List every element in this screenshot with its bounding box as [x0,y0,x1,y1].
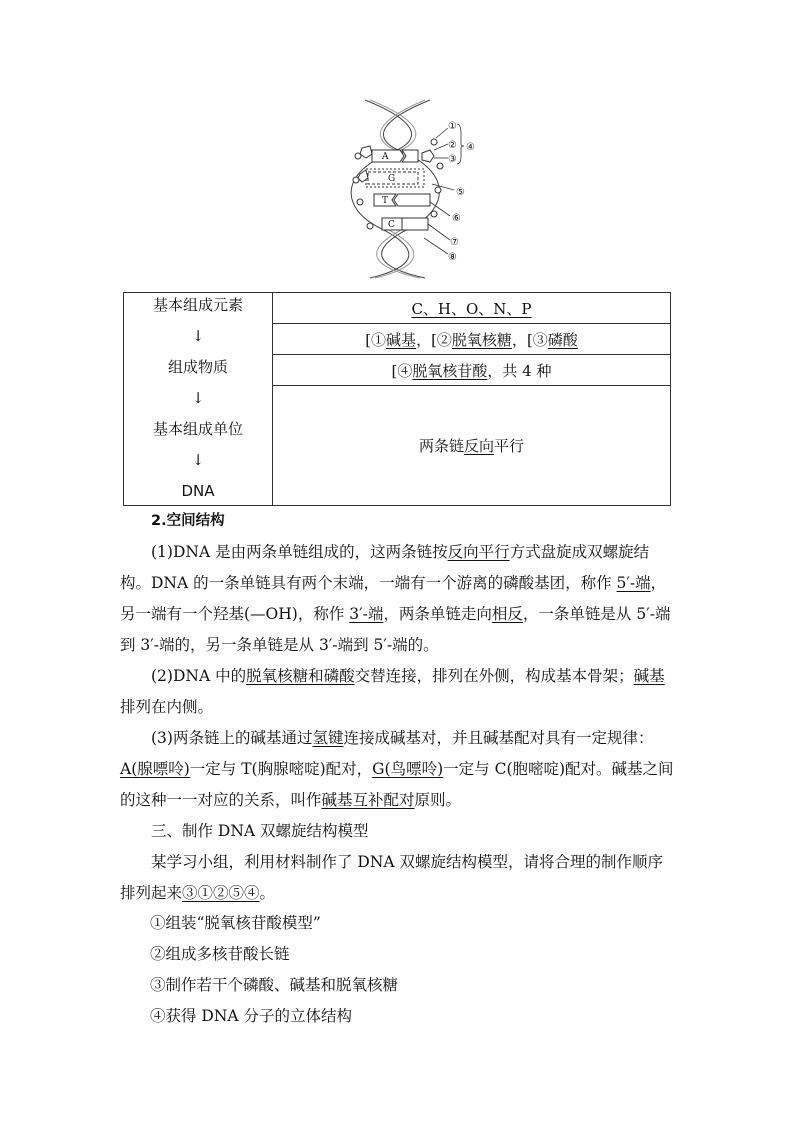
callout-8: ⑧ [448,252,457,263]
flow-step-unit: 基本组成单位 [152,420,243,438]
section3-heading: 三、制作 DNA 双螺旋结构模型 [151,822,369,840]
list-item: ①组装“脱氧核苷酸模型” [150,914,321,932]
base-c-label: C [388,220,395,230]
callout-3: ③ [448,154,457,165]
dna-composition-table [123,292,671,506]
section2-para2: (2)DNA 中的脱氧核糖和磷酸交替连接，排列在外侧，构成基本骨架；碱基排列在内侧。 [120,667,665,716]
list-item: ②组成多核苷酸长链 [150,945,290,963]
flow-arrow: ↓ [191,451,205,469]
dna-double-helix-figure [330,98,480,280]
helix-strand-left [351,100,411,278]
flow-step-substances: 组成物质 [167,358,228,376]
section3-intro: 某学习小组，利用材料制作了 DNA 双螺旋结构模型，请将合理的制作顺序排列起来③①②⑤④。 [120,853,664,902]
composition-flow-cell [124,293,273,506]
section2-heading: 2.空间结构 [151,513,225,529]
flow-arrow: ↓ [191,327,205,345]
callout-4: ④ [466,142,475,153]
callout-1: ① [448,121,457,132]
flow-arrow: ↓ [191,389,205,407]
callout-6: ⑥ [452,213,461,224]
flow-step-elements: 基本组成元素 [152,296,243,314]
callout-2: ② [448,140,457,151]
structure-cell: 两条链反向平行 [273,386,671,506]
answer-sequence: ③①②⑤④ [182,884,260,902]
substances-cell: [①碱基，[②脱氧核糖，[③磷酸 [273,324,671,355]
section2-para1: (1)DNA 是由两条单链组成的，这两条链按反向平行方式盘旋成双螺旋结构。DNA 的一条单链具有两个末端，一端有一个游离的磷酸基团，称作 5′-端，另一端有一个羟基(—OH)，称作 3′-端，两条单链走向相反，一条单链是从 5′-端到 3′-端的，另一条单链是从 3′-端到 5′-端的。 [120,543,671,654]
section2-para3: (3)两条链上的碱基通过氢键连接成碱基对，并且碱基配对具有一定规律：A(腺嘌呤)一定与 T(胸腺嘧啶)配对，G(鸟嘌呤)一定与 C(胞嘧啶)配对。碱基之间的这种一一对应的关系，叫作碱基互补配对原则。 [120,729,674,809]
helix-strand-right [382,100,440,278]
elements-cell: C、H、O、N、P [273,293,671,324]
list-item: ④获得 DNA 分子的立体结构 [150,1007,353,1025]
unit-cell: [④脱氧核苷酸，共 4 种 [273,355,671,386]
callout-5: ⑤ [456,187,465,198]
base-g-label: G [388,174,396,184]
base-a-label: A [382,152,389,162]
callout-7: ⑦ [450,237,459,248]
flow-step-dna: DNA [181,482,215,500]
base-t-label: T [382,196,389,206]
list-item: ③制作若干个磷酸、碱基和脱氧核糖 [150,976,399,994]
